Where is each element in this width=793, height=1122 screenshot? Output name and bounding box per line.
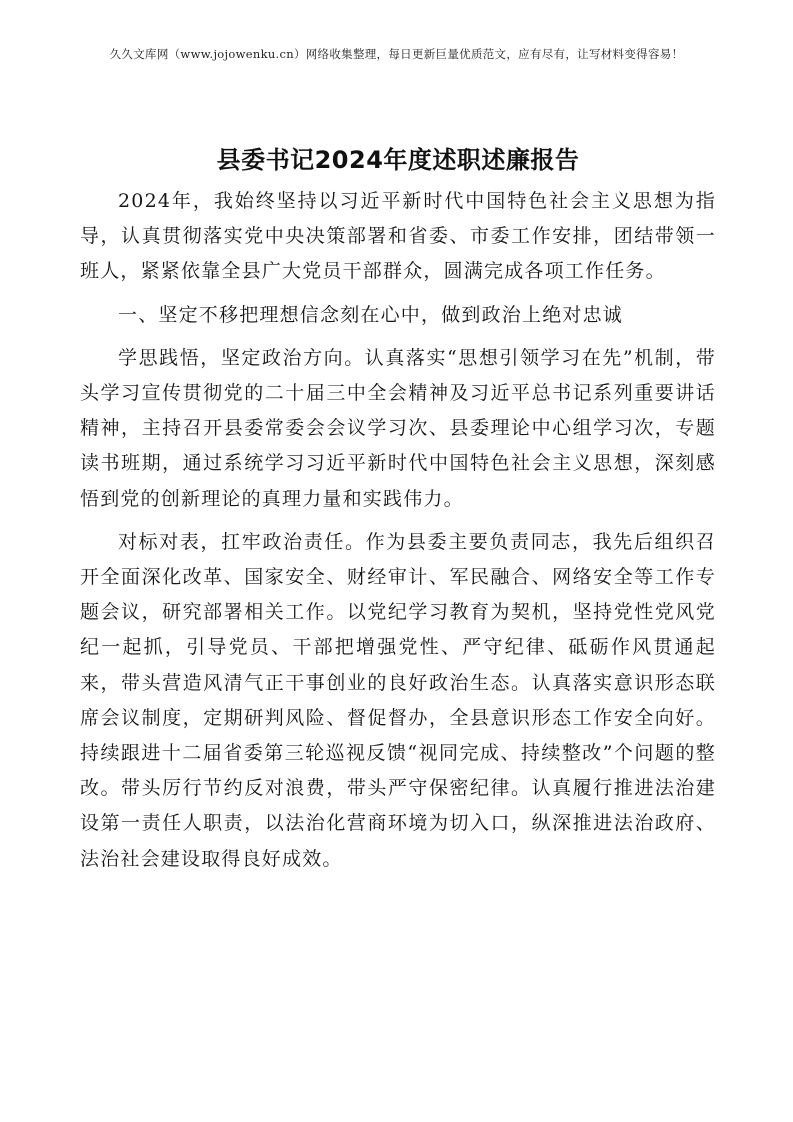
section-heading-1: 一、坚定不移把理想信念刻在心中，做到政治上绝对忠诚 <box>118 303 624 326</box>
paragraph-intro: 2024年，我始终坚持以习近平新时代中国特色社会主义思想为指导，认真贯彻落实党中央决策部署和省委、市委工作安排，团结带领一班人，紧紧依靠全县广大党员干部群众，圆满完成各项工作任务。 <box>80 190 716 283</box>
document-title: 县委书记2024年度述职述廉报告 <box>216 146 580 174</box>
document-body <box>80 140 716 885</box>
paragraph-responsibility: 对标对表，扛牢政治责任。作为县委主要负责同志，我先后组织召开全面深化改革、国家安全、财经审计、军民融合、网络安全等工作专题会议，研究部署相关工作。以党纪学习教育为契机，坚持党性党风党纪一起抓，引导党员、干部把增强党性、严守纪律、砥砺作风贯通起来，带头营造风清气正干事创业的良好政治生态。认真落实意识形态联席会议制度，定期研判风险、督促督办，全县意识形态工作安全向好。持续跟进十二届省委第三轮巡视反馈“视同完成、持续整改”个问题的整改。带头厉行节约反对浪费，带头严守保密纪律。认真履行推进法治建设第一责任人职责，以法治化营商环境为切入口，纵深推进法治政府、法治社会建设取得良好成效。 <box>80 530 716 870</box>
paragraph-study: 学思践悟，坚定政治方向。认真落实“思想引领学习在先”机制，带头学习宣传贯彻党的二十届三中全会精神及习近平总书记系列重要讲话精神，主持召开县委常委会会议学习次、县委理论中心组学习次，专题读书班期，通过系统学习习近平新时代中国特色社会主义思想，深刻感悟到党的创新理论的真理力量和实践伟力。 <box>80 346 716 510</box>
header-note: 久久文库网（www.jojowenku.cn）网络收集整理，每日更新巨量优质范文，应有尽有，让写材料变得容易！ <box>109 47 684 61</box>
